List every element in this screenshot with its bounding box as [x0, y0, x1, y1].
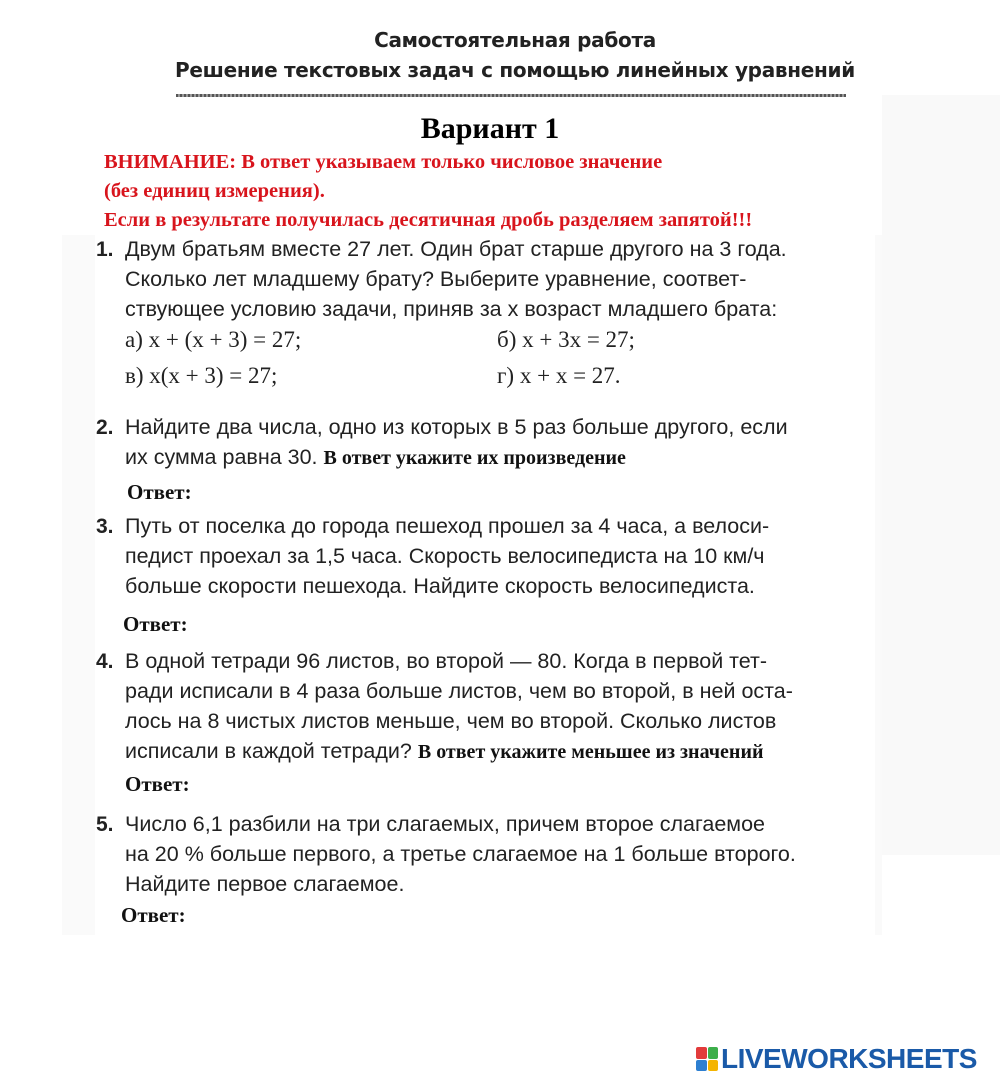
task-4-line: В одной тетради 96 листов, во второй — 80. Когда в первой тет- — [125, 649, 768, 673]
task-3-line: Путь от поселка до города пешеход прошел за 4 часа, а велоси- — [125, 514, 770, 538]
scan-shadow-right — [882, 95, 1000, 855]
option-a: а) x + (x + 3) = 27; — [125, 327, 302, 352]
option-v: в) x(x + 3) = 27; — [125, 363, 278, 388]
task-5-line: Число 6,1 разбили на три слагаемых, причем второе слагаемое — [125, 812, 765, 836]
task-2-instruction: В ответ укажите их произведение — [323, 447, 626, 469]
option-b: б) x + 3x = 27; — [497, 327, 635, 352]
task-4-line: лось на 8 чистых листов меньше, чем во второй. Сколько листов — [125, 709, 777, 733]
task-4-line — [125, 739, 764, 764]
task-number: 5. — [96, 813, 114, 836]
task-number: 2. — [96, 416, 114, 439]
answer-label: Ответ: — [121, 903, 186, 927]
warning-line-1: ВНИМАНИЕ: В ответ указываем только числовое значение — [104, 151, 663, 173]
task-2-text: их сумма равна 30. — [125, 445, 318, 469]
answer-label: Ответ: — [125, 772, 190, 796]
header-subtitle: Решение текстовых задач с помощью линейных уравнений — [175, 58, 855, 82]
option-g: г) x + x = 27. — [497, 363, 621, 388]
task-1-line: Сколько лет младшему брату? Выберите уравнение, соответ- — [125, 267, 747, 291]
task-3-line: педист проехал за 1,5 часа. Скорость велосипедиста на 10 км/ч — [125, 544, 765, 568]
task-1-line: ствующее условию задачи, приняв за x возраст младшего брата: — [125, 297, 778, 321]
task-5-line: Найдите первое слагаемое. — [125, 872, 405, 896]
variant-title: Вариант 1 — [420, 112, 560, 145]
header-title: Самостоятельная работа — [374, 28, 656, 52]
task-number: 1. — [96, 238, 114, 261]
answer-label: Ответ: — [127, 480, 192, 504]
warning-line-2: (без единиц измерения). — [104, 180, 325, 202]
liveworksheets-logo[interactable] — [696, 1043, 977, 1075]
header-divider — [176, 94, 846, 97]
task-5-line: на 20 % больше первого, а третье слагаемое на 1 больше второго. — [125, 842, 796, 866]
logo-mark-icon — [696, 1047, 718, 1071]
task-number: 4. — [96, 650, 114, 673]
task-2-line: Найдите два числа, одно из которых в 5 раз больше другого, если — [125, 415, 788, 439]
answer-label: Ответ: — [123, 612, 188, 636]
task-3-line: больше скорости пешехода. Найдите скорость велосипедиста. — [125, 574, 755, 598]
warning-line-3: Если в результате получилась десятичная дробь разделяем запятой!!! — [104, 209, 753, 231]
task-number: 3. — [96, 515, 114, 538]
task-4-instruction: В ответ укажите меньшее из значений — [417, 741, 764, 763]
task-2-line — [125, 445, 626, 470]
task-1-line: Двум братьям вместе 27 лет. Один брат старше другого на 3 года. — [125, 237, 787, 261]
brand-text: LIVEWORKSHEETS — [721, 1043, 977, 1074]
task-4-text: исписали в каждой тетради? — [125, 739, 412, 763]
task-4-line: ради исписали в 4 раза больше листов, чем во второй, в ней оста- — [125, 679, 793, 703]
